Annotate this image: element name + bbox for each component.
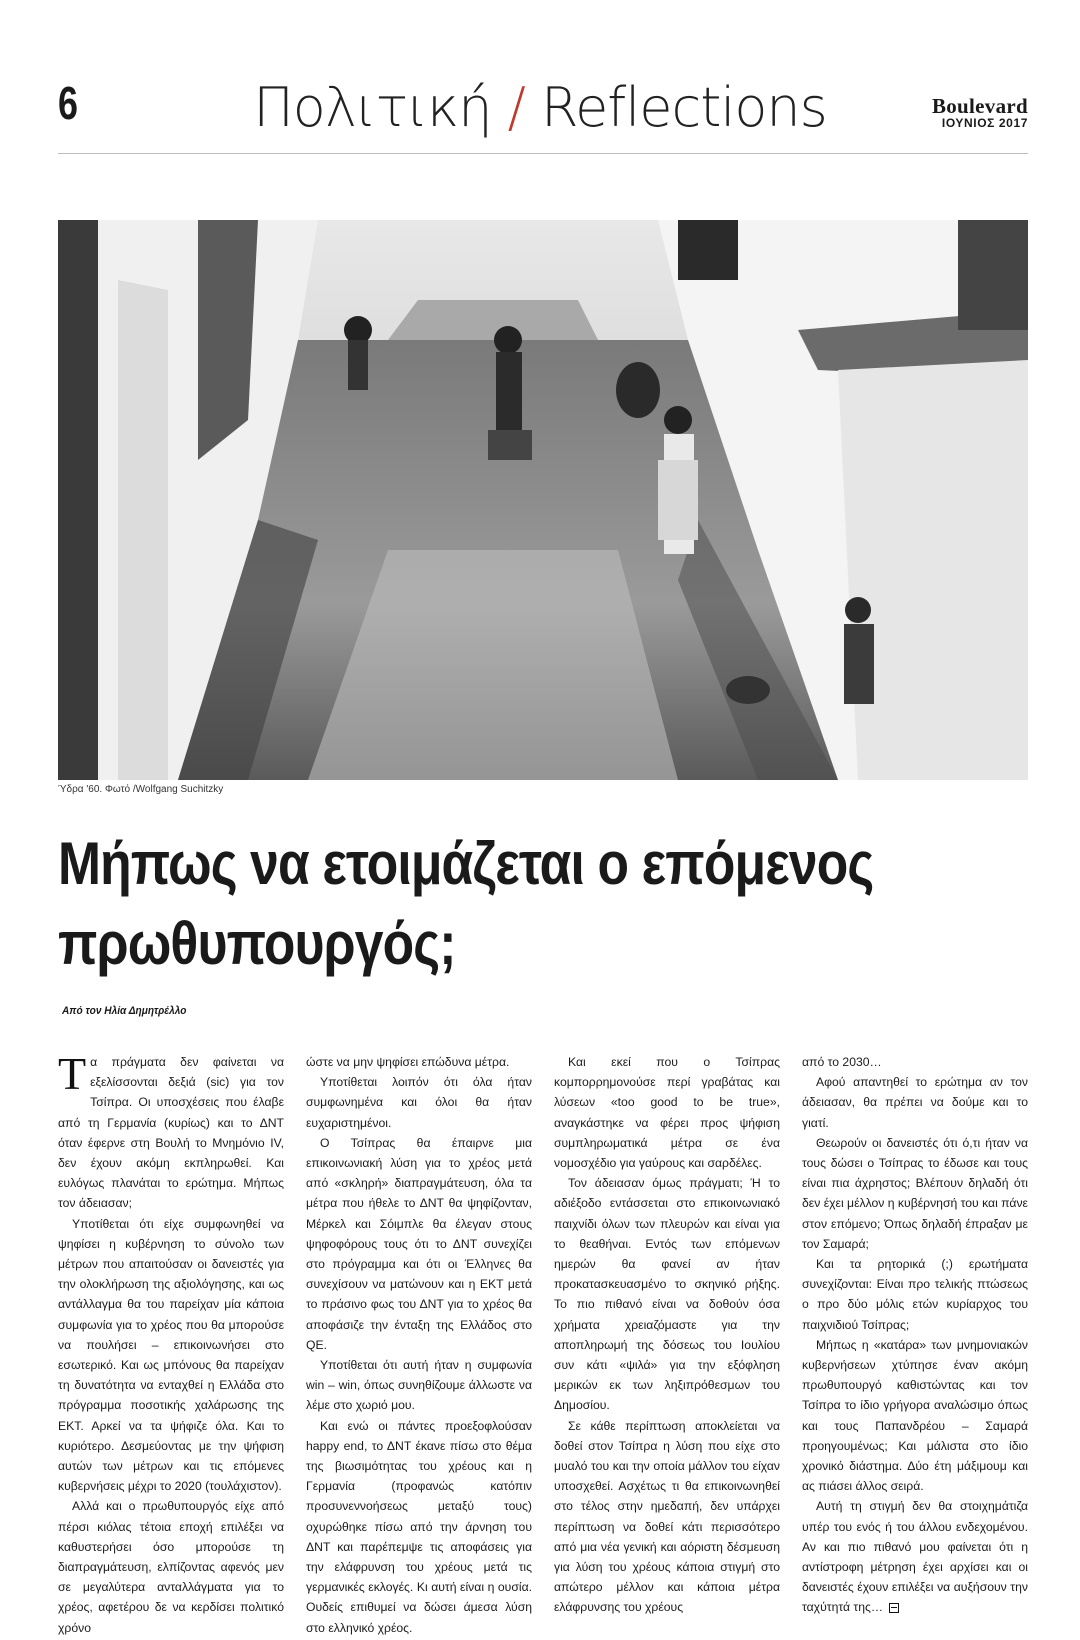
- author-name: Ηλία Δημητρέλλο: [104, 1005, 187, 1017]
- article-paragraph: Τον άδειασαν όμως πράγματι; Ή το αδιέξοδο εντάσσεται στο επικοινωνιακό παιχνίδι όλων των πλευρών και είναι για το θεαθήναι. Εντός των επόμενων ημερών θα φανεί αν ήταν προκατασκευασμένο το σκηνικό ρήξης. Το πιο πιθανό είναι να δοθούν όσα χρήματα χρειαζόμαστε για την αποπληρωμή της δόσεως του Ιουλίου συν κάτι «ψιλά» για την εξόφληση μερικών εκ των ληξιπρόθεσμων του Δημοσίου.: [554, 1176, 780, 1413]
- headline-line-2: πρωθυπουργός;: [58, 910, 456, 977]
- article-paragraph: Ο Τσίπρας θα έπαιρνε μια επικοινωνιακή λύση για το χρέος μετά από «σκληρή» διαπραγμάτευση, όλα τα μέτρα που ήθελε το ΔΝΤ θα ψηφίζονταν, Μέρκελ και Σόιμπλε θα έλεγαν στους ψηφοφόρους τους ότι το ΔΝΤ συνεχίζει στο πρόγραμμα και ότι οι Έλληνες θα συνεχίσουν να ματώνουν και η ΕΚΤ μετά το πράσινο φως του ΔΝΤ για το χρέος θα αποφάσιζε την ένταξη της Ελλάδος στο QE.: [306, 1135, 532, 1352]
- article-paragraph: Σε κάθε περίπτωση αποκλείεται να δοθεί στον Τσίπρα η λύση που είχε στο μυαλό του και την οποία μάλλον του είχαν υποσχεθεί. Ασχέτως τι θα επικοινωνηθεί στο τέλος στην ημεδαπή, δεν υπάρχει περίπτωση να δοθεί κάτι περισσότερο από μια νέα γενική και αόριστη δέσμευση για λύση του χρέους κάποια στιγμή στο απώτερο μέλλον και κάποια μέτρα ελάφρυνσης του χρέους: [554, 1418, 780, 1615]
- article-body: [58, 1048, 1028, 1638]
- article-paragraph: Και ενώ οι πάντες προεξοφλούσαν happy end, το ΔΝΤ έκανε πίσω στο θέμα της βιωσιμότητας του χρέους και η Γερμανία (προφανώς κατόπιν προσυνεννοήσεως μεταξύ τους) οχυρώθηκε πίσω από την άρνηση του ΔΝΤ και παρέπεμψε τις αποφάσεις για την ελάφρυνση του χρέους μετά τις γερμανικές εκλογές. Κι αυτή είναι η ουσία. Ουδείς επιθυμεί να δώσει άμεσα λύση στο ελληνικό χρέος.: [306, 1418, 532, 1635]
- masthead: [932, 96, 1028, 130]
- article-paragraph: Αφού απαντηθεί το ερώτημα αν τον άδειασαν, θα πρέπει να δούμε και το γιατί.: [802, 1075, 1028, 1130]
- article-column-4: [802, 1052, 1028, 1638]
- brand-logo: Boulevard: [931, 94, 1028, 118]
- article-paragraph: Και εκεί που ο Τσίπρας κομπορρημονούσε περί γραβάτας και λύσεων «too good to be true», αναγκάστηκε να φέρει προς ψήφιση συμπληρωματικά μέτρα σε ένα νομοσχέδιο για γαύρους και σαρδέλες.: [554, 1055, 780, 1171]
- section-name-en: Reflections: [540, 76, 827, 139]
- article-paragraph: Και τα ρητορικά (;) ερωτήματα συνεχίζονται: Είναι προ τελικής πτώσεως ο προ δύο μόλις ετών κυρίαρχος του παιχνιδιού Τσίπρας;: [802, 1257, 1028, 1332]
- article-column-2: [306, 1052, 532, 1638]
- issue-date: ΙΟΥΝΙΟΣ 2017: [941, 116, 1028, 130]
- article-paragraph: από το 2030…: [802, 1055, 882, 1069]
- byline: [62, 1005, 186, 1017]
- article-paragraph: Υποτίθεται ότι είχε συμφωνηθεί να ψηφίσει η κυβέρνηση το σύνολο των μέτρων που απαιτούσαν οι δανειστές για την ολοκλήρωση της αξιολόγησης, και ως αντάλλαγμα θα του παρείχαν μία κάποια συμφωνία για το χρέος που θα μπορούσε να πουλήσει – επικοινωνήσει στο εσωτερικό. Και ως μπόνους θα παρείχαν τη δυνατότητα να ενταχθεί η Ελλάδα στο πρόγραμμα ποσοτικής χαλάρωσης της ΕΚΤ. Αρκεί να τα ψήφιζε όλα. Και το κυριότερο. Δεσμεύοντας με την ψήφιση αυτών των μέτρων και τις επόμενες κυβερνήσεις μέχρι το 2020 (τουλάχιστον).: [58, 1216, 284, 1494]
- byline-prefix: Από τον: [62, 1005, 102, 1017]
- article-paragraph: Θεωρούν οι δανειστές ότι ό,τι ήταν να τους δώσει ο Τσίπρας το έδωσε και τους είναι πια άχρηστος; Βλέπουν δηλαδή ότι δεν έχει μέλλον η κυβέρνησή του και πάνε στον επόμενο; Όπως δηλαδή έπραξαν με τον Σαμαρά;: [802, 1135, 1028, 1251]
- paragraph-text: Αυτή τη στιγμή δεν θα στοιχημάτιζα υπέρ του ενός ή του άλλου ενδεχομένου. Αν και πιο πιθανό μου φαίνεται ότι η αντίστροφη μέτρηση έχει αρχίσει και οι δανειστές έχουν επιλέξει να αυξήσουν την ταχύτητά της…: [802, 1499, 1028, 1615]
- article-paragraph: ώστε να μην ψηφίσει επώδυνα μέτρα.: [306, 1055, 510, 1069]
- article-paragraph: Μήπως η «κατάρα» των μνημονιακών κυβερνήσεων χτύπησε έναν ακόμη πρωθυπουργό καθιστώντας και τον Τσίπρα το ίδιο γρήγορα αναλώσιμο όπως και τους Παπανδρέου – Σαμαρά προηγουμένως; Και μάλιστα στο ίδιο χρονικό διάστημα. Δύο έτη μάξιμουμ και ας πιάσει άλλος σειρά.: [802, 1337, 1028, 1494]
- page-number: 6: [58, 77, 78, 129]
- article-paragraph: [58, 1048, 284, 1214]
- headline-line-1: Μήπως να ετοιμάζεται ο επόμενος: [58, 830, 874, 897]
- section-name: Πολιτική: [253, 76, 492, 139]
- article-paragraph: Υποτίθεται λοιπόν ότι όλα ήταν συμφωνημένα και όλοι θα ήταν ευχαριστημένοι.: [306, 1075, 532, 1130]
- end-of-article-icon: [889, 1603, 899, 1613]
- article-photo: [58, 220, 1028, 780]
- section-title: [0, 76, 1080, 139]
- article-paragraph: Αλλά και ο πρωθυπουργός είχε από πέρσι κιόλας τέτοια εποχή επιλέξει να καθυστερήσει όσο μπορούσε τη διαπραγμάτευση, ελπίζοντας αφενός μεν σε μεγαλύτερα ανταλλάγματα για το χρέος, αφετέρου δε να κερδίσει πολιτικό χρόνο: [58, 1499, 284, 1635]
- article-paragraph: [802, 1496, 1028, 1617]
- header-divider: [58, 153, 1028, 154]
- drop-cap: Τ: [58, 1048, 87, 1099]
- article-headline: [58, 824, 918, 984]
- article-paragraph: Υποτίθεται ότι αυτή ήταν η συμφωνία win – win, όπως συνηθίζουμε άλλωστε να λέμε στο χωριό μου.: [306, 1358, 532, 1413]
- paragraph-text: α πράγματα δεν φαίνεται να εξελίσσονται δεξιά (sic) για τον Τσίπρα. Οι υποσχέσεις που έλαβε από τη Γερμανία (κυρίως) και το ΔΝΤ όταν έφερνε στη Βουλή το Μνημόνιο IV, δεν έχουν ακόμη εκπληρωθεί. Και ευλόγως πλανάται το ερώτημα. Μήπως τον άδειασαν;: [58, 1055, 284, 1211]
- street-photo-illustration: [58, 220, 1028, 780]
- article-column-3: [554, 1052, 780, 1638]
- photo-caption: Ύδρα '60. Φωτό /Wolfgang Suchitzky: [58, 784, 224, 795]
- section-separator: /: [507, 76, 525, 139]
- article-column-1: [58, 1048, 284, 1638]
